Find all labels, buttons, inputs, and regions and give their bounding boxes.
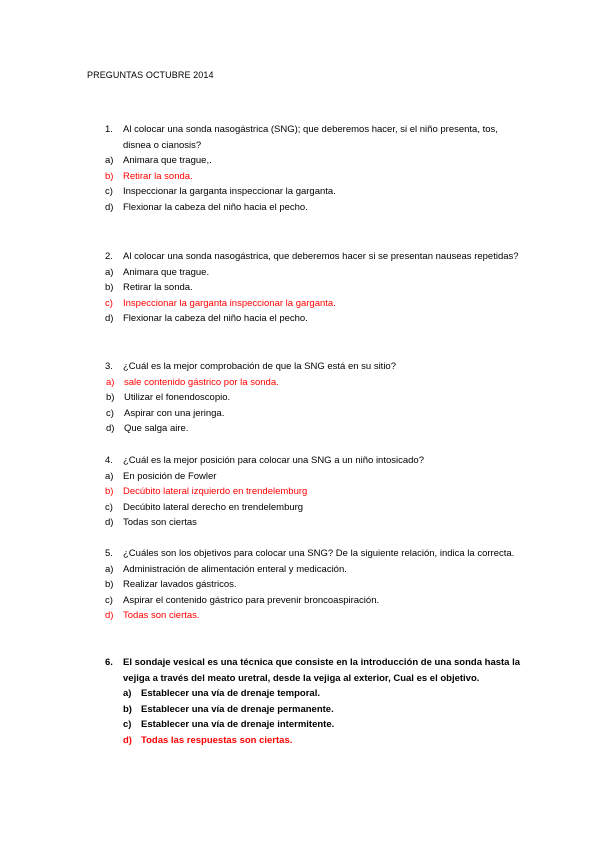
option-text: Animara que trague. <box>123 266 210 278</box>
question-number: 1. <box>105 124 113 135</box>
option-text: Todas las respuestas son ciertas. <box>141 734 293 746</box>
option-text: Aspirar el contenido gástrico para prevenir broncoaspiración. <box>123 594 380 606</box>
question-text: Al colocar una sonda nasogástrica, que deberemos hacer si se presentan nauseas repetidas? <box>123 251 519 262</box>
option-letter: c) <box>105 186 113 197</box>
page-title: PREGUNTAS OCTUBRE 2014 <box>87 70 214 80</box>
answer-option <box>123 686 525 702</box>
answer-option <box>123 702 525 718</box>
option-text: Flexionar la cabeza del niño hacia el pecho. <box>123 313 308 324</box>
question-number: 5. <box>105 548 113 559</box>
question-text: El sondaje vesical es una técnica que consiste en la introducción de una sonda hasta la vejiga a través del meato uretral, desde la vejiga al exterior, Cual es el objetivo. <box>123 657 521 684</box>
option-letter: b) <box>123 703 132 715</box>
question-number: 3. <box>105 361 113 372</box>
option-letter: a) <box>105 266 114 278</box>
question-1 <box>105 122 525 215</box>
option-text: Decúbito lateral izquierdo en trendelemburg <box>123 486 308 497</box>
question-text: ¿Cuál es la mejor posición para colocar una SNG a un niño intosicado? <box>123 455 424 466</box>
question-number: 6. <box>105 657 113 668</box>
option-letter: b) <box>106 392 115 403</box>
answer-option <box>123 717 525 733</box>
option-letter: c) <box>105 594 113 606</box>
answer-option <box>105 265 525 281</box>
option-letter: c) <box>105 501 113 513</box>
question-2 <box>105 249 525 327</box>
option-letter: b) <box>105 579 114 590</box>
answer-option <box>105 577 525 593</box>
answer-option <box>105 469 525 485</box>
option-letter: d) <box>123 734 132 746</box>
question-number: 4. <box>105 455 113 466</box>
answer-option <box>105 153 525 169</box>
option-letter: a) <box>123 688 132 699</box>
answer-option <box>105 484 525 500</box>
option-letter: a) <box>105 470 114 482</box>
option-letter: d) <box>105 517 114 528</box>
option-letter: d) <box>105 313 114 324</box>
option-letter: d) <box>105 610 114 621</box>
option-text: sale contenido gástrico por la sonda. <box>124 376 279 388</box>
option-text: En posición de Fowler <box>123 470 217 482</box>
answer-option <box>105 593 525 609</box>
option-text: Inspeccionar la garganta inspeccionar la garganta. <box>123 297 336 309</box>
question-text: Al colocar una sonda nasogástrica (SNG); que deberemos hacer, si el niño presenta, tos, disnea o cianosis? <box>123 124 498 151</box>
option-text: Animara que trague,. <box>123 155 212 166</box>
question-5 <box>105 546 525 624</box>
option-text: Todas son ciertas <box>123 517 197 528</box>
answer-option <box>105 608 525 624</box>
option-text: Utilizar el fonendoscopio. <box>124 392 231 403</box>
answer-option <box>105 311 525 327</box>
option-letter: b) <box>105 170 114 182</box>
option-text: Establecer una vía de drenaje intermitente. <box>141 719 335 730</box>
question-4 <box>105 453 525 531</box>
option-letter: a) <box>106 376 115 388</box>
answer-option <box>106 421 525 437</box>
answer-option <box>106 375 525 391</box>
option-letter: a) <box>105 563 114 575</box>
answer-option <box>105 169 525 185</box>
answer-option <box>105 184 525 200</box>
option-letter: a) <box>105 155 114 166</box>
answer-option <box>105 200 525 216</box>
question-3 <box>105 359 525 437</box>
option-letter: c) <box>105 297 113 309</box>
option-text: Aspirar con una jeringa. <box>124 407 225 419</box>
option-letter: d) <box>106 423 115 434</box>
answer-option <box>123 733 525 749</box>
answer-option <box>105 296 525 312</box>
answer-option <box>105 515 525 531</box>
answer-option <box>105 280 525 296</box>
option-text: Flexionar la cabeza del niño hacia el pecho. <box>123 201 308 213</box>
option-letter: d) <box>105 201 114 213</box>
question-6 <box>105 655 525 748</box>
question-text: ¿Cuáles son los objetivos para colocar una SNG? De la siguiente relación, indica la correcta. <box>123 548 515 559</box>
option-text: Decúbito lateral derecho en trendelemburg <box>123 501 304 513</box>
option-text: Retirar la sonda. <box>123 170 193 182</box>
answer-option <box>105 562 525 578</box>
option-text: Todas son ciertas. <box>123 610 200 621</box>
option-text: Administración de alimentación enteral y medicación. <box>123 563 347 575</box>
option-letter: c) <box>106 407 114 419</box>
answer-option <box>105 500 525 516</box>
option-text: Establecer una vía de drenaje permanente. <box>141 703 334 715</box>
question-number: 2. <box>105 251 113 262</box>
option-text: Que salga aire. <box>124 423 189 434</box>
option-letter: b) <box>105 282 114 293</box>
option-text: Inspeccionar la garganta inspeccionar la garganta. <box>123 186 336 197</box>
option-text: Retirar la sonda. <box>123 282 193 293</box>
option-letter: b) <box>105 486 114 497</box>
option-letter: c) <box>123 719 132 730</box>
option-text: Realizar lavados gástricos. <box>123 579 237 590</box>
answer-option <box>106 390 525 406</box>
option-text: Establecer una vía de drenaje temporal. <box>141 688 320 699</box>
question-text: ¿Cuál es la mejor comprobación de que la SNG está en su sitio? <box>123 361 396 372</box>
answer-option <box>106 406 525 422</box>
